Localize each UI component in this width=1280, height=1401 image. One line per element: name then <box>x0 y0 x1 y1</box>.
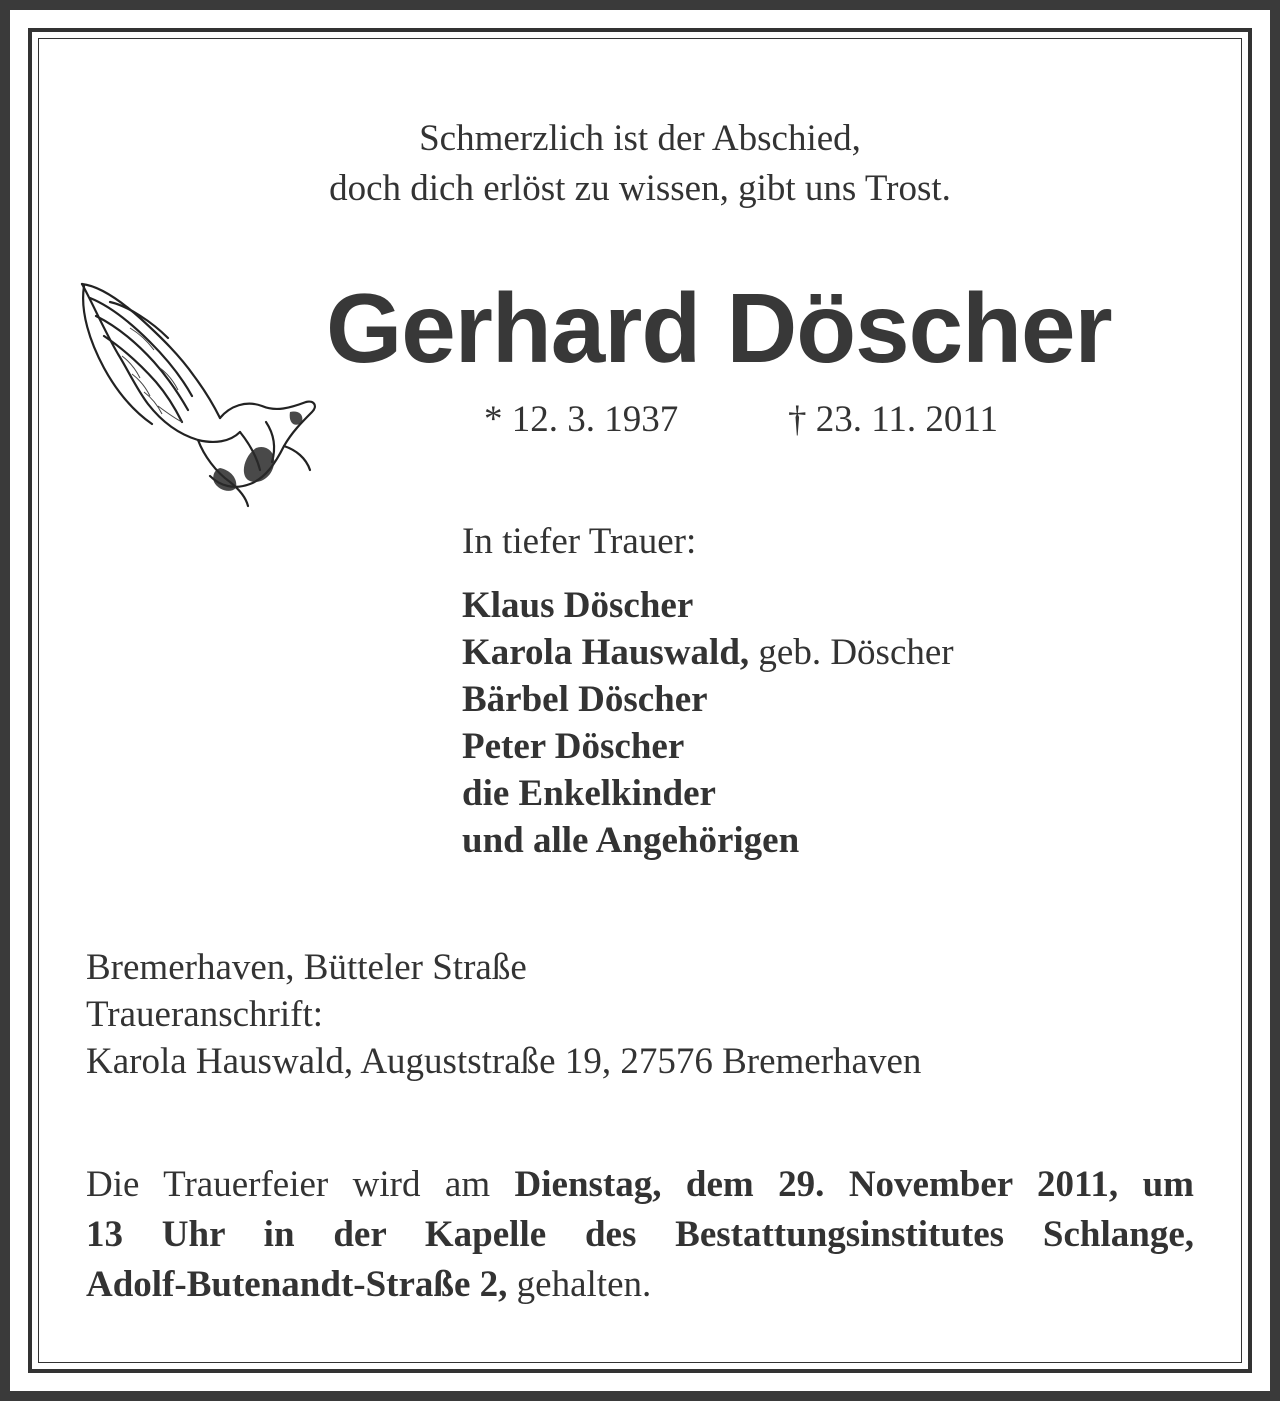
deceased-name: Gerhard Döscher <box>326 273 1112 383</box>
address-line-1: Bremerhaven, Bütteler Straße <box>86 947 527 988</box>
service-line-1: Die Trauerfeier wird am Dienstag, dem 29. November 2011, um <box>86 1164 1194 1205</box>
birth-date: * 12. 3. 1937 <box>484 399 679 440</box>
mourner-item: Bärbel Döscher <box>462 679 708 720</box>
mourner-item: die Enkelkinder <box>462 773 716 814</box>
mourner-item: und alle Angehörigen <box>462 820 800 861</box>
mourners-intro: In tiefer Trauer: <box>462 521 697 562</box>
service-announcement <box>86 1160 1194 1310</box>
address-block <box>86 944 921 1085</box>
mourners-list <box>462 582 954 864</box>
address-line-2: Traueranschrift: <box>86 994 324 1035</box>
mourner-item: Klaus Döscher <box>462 585 694 626</box>
motto-line-2: doch dich erlöst zu wissen, gibt uns Trost. <box>329 168 951 209</box>
service-line-2: 13 Uhr in der Kapelle des Bestattungsinstitutes Schlange, <box>86 1214 1194 1255</box>
praying-hands-icon <box>70 272 320 512</box>
motto-line-1: Schmerzlich ist der Abschied, <box>419 118 861 159</box>
mourner-item: Peter Döscher <box>462 726 685 767</box>
mourner-item: Karola Hauswald, geb. Döscher <box>462 632 954 673</box>
address-line-3: Karola Hauswald, Auguststraße 19, 27576 Bremerhaven <box>86 1041 922 1082</box>
obituary-notice <box>10 10 1270 1391</box>
death-date: † 23. 11. 2011 <box>788 399 999 440</box>
service-line-3: Adolf-Butenandt-Straße 2, gehalten. <box>86 1264 652 1305</box>
